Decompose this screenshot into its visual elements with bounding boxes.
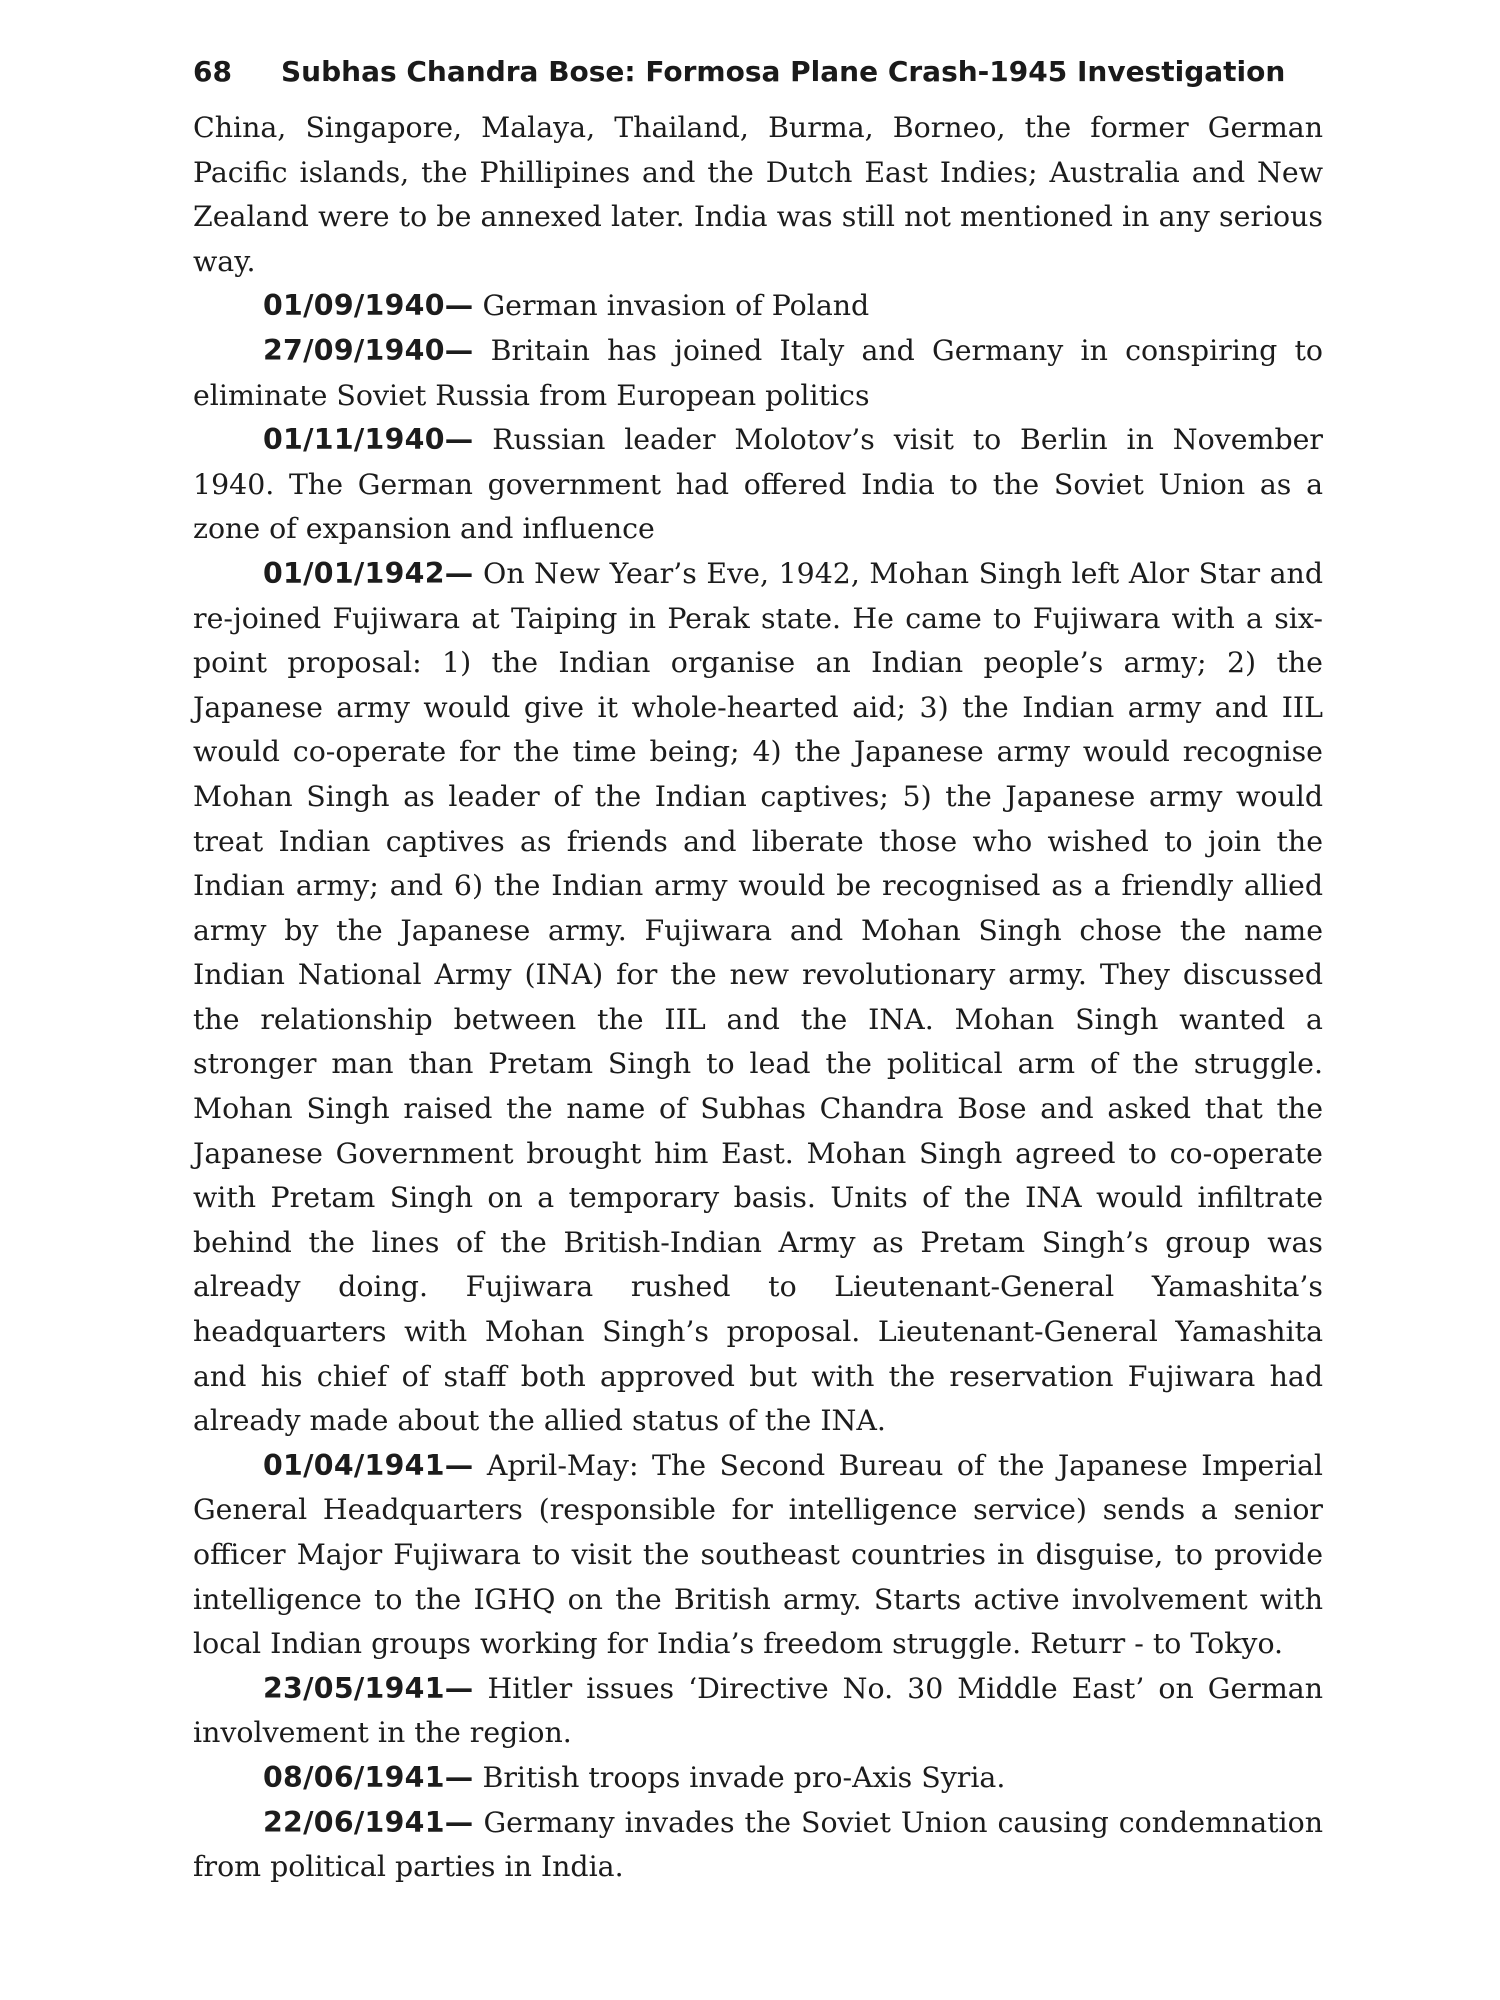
entry-date: 27/09/1940— [263, 333, 474, 367]
entry-date: 22/06/1941— [263, 1805, 474, 1839]
entry-date: 01/09/1940— [263, 289, 474, 323]
book-title: Subhas Chandra Bose: Formosa Plane Crash-1945 Investigation [281, 55, 1286, 88]
timeline-entry [193, 552, 1323, 1444]
running-header [193, 52, 1323, 92]
entry-text: Germany invades the Soviet Union causing condemnation from political parties in India. [193, 1805, 1323, 1884]
book-page [193, 52, 1323, 1890]
intro-paragraph: China, Singapore, Malaya, Thailand, Burma, Borneo, the former German Pacific islands, the Phillipines and the Dutch East Indies; Australia and New Zealand were to be annexed later. India was still not mentioned in any serious way. [193, 111, 1323, 278]
entry-text: On New Year’s Eve, 1942, Mohan Singh left Alor Star and re-joined Fujiwara at Taiping in Perak state. He came to Fujiwara with a six-point proposal: 1) the Indian organise an Indian people’s army; 2) the Japanese army would give it whole-hearted aid; 3) the Indian army and IIL would co-operate for the time being; 4) the Japanese army would recognise Mohan Singh as leader of the Indian captives; 5) the Japanese army would treat Indian captives as friends and liberate those who wished to join the Indian army; and 6) the Indian army would be recognised as a friendly allied army by the Japanese army. Fujiwara and Mohan Singh chose the name Indian National Army (INA) for the new revolutionary army. They discussed the relationship between the IIL and the INA. Mohan Singh wanted a stronger man than Pretam Singh to lead the political arm of the struggle. Mohan Singh raised the name of Subhas Chandra Bose and asked that the Japanese Government brought him East. Mohan Singh agreed to co-operate with Pretam Singh on a temporary basis. Units of the INA would infiltrate behind the lines of the British-Indian Army as Pretam Singh’s group was already doing. Fujiwara rushed to Lieutenant-General Yamashita’s headquarters with Mohan Singh’s proposal. Lieutenant-General Yamashita and his chief of staff both approved but with the reservation Fujiwara had already made about the allied status of the INA. [193, 556, 1323, 1438]
timeline-entry [193, 1667, 1323, 1756]
entry-text: April-May: The Second Bureau of the Japanese Imperial General Headquarters (responsible for intelligence service) sends a senior officer Major Fujiwara to visit the southeast countries in disguise, to provide intelligence to the IGHQ on the British army. Starts active involvement with local Indian groups working for India’s freedom struggle. Returr ‑ to Tokyo. [193, 1448, 1323, 1661]
entry-date: 08/06/1941— [263, 1760, 474, 1794]
entry-date: 01/04/1941— [263, 1448, 474, 1482]
timeline-entry [193, 329, 1323, 418]
timeline-entry [193, 1756, 1323, 1801]
entry-text: Hitler issues ‘Directive No. 30 Middle East’ on German involvement in the region. [193, 1671, 1323, 1750]
entry-date: 23/05/1941— [263, 1671, 474, 1705]
entry-text: British troops invade pro-Axis Syria. [473, 1760, 1006, 1794]
entry-text: Russian leader Molotov’s visit to Berlin in November 1940. The German government had offered India to the Soviet Union as a zone of expansion and influence [193, 423, 1323, 546]
body-text [193, 106, 1323, 1890]
timeline-entry [193, 1444, 1323, 1667]
entry-date: 01/01/1942— [263, 556, 474, 590]
page-number: 68 [193, 55, 232, 88]
entry-text: German invasion of Poland [473, 289, 870, 323]
timeline-entry [193, 284, 1323, 329]
timeline-entry [193, 418, 1323, 552]
entry-date: 01/11/1940— [263, 423, 474, 457]
entry-text: Britain has joined Italy and Germany in conspiring to eliminate Soviet Russia from European politics [193, 333, 1323, 412]
timeline-entry [193, 1801, 1323, 1890]
